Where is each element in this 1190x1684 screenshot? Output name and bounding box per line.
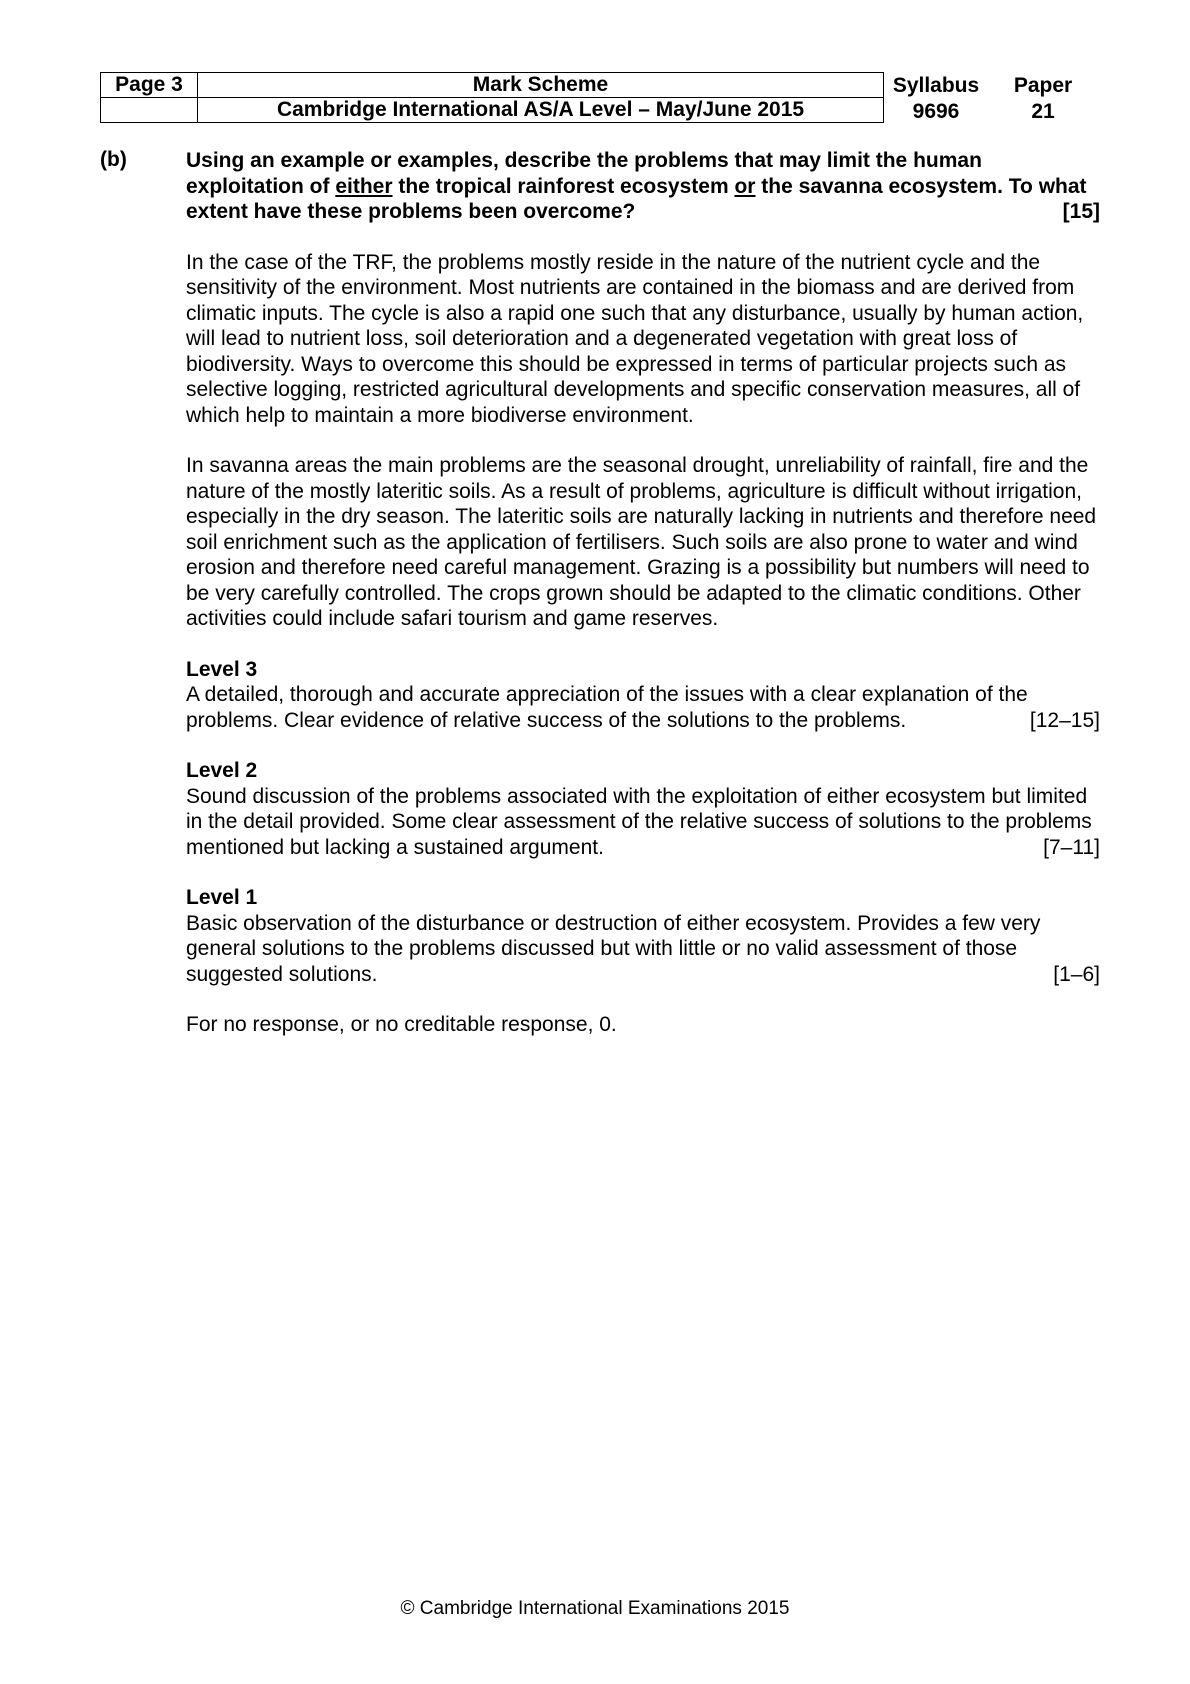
level-1-title: Level 1 bbox=[186, 886, 258, 909]
level-1-marks: [1–6] bbox=[1053, 962, 1100, 986]
paper-value: 21 bbox=[1031, 100, 1055, 123]
question-either: either bbox=[335, 174, 393, 198]
level-1-block bbox=[186, 885, 1100, 987]
level-2-title: Level 2 bbox=[186, 759, 258, 782]
syllabus-label: Syllabus bbox=[892, 74, 980, 97]
level-3-text: A detailed, thorough and accurate appreciation of the issues with a clear explanation of the problems. Clear evidence of relative success of the solutions to the problems. bbox=[186, 683, 1028, 732]
level-2-marks: [7–11] bbox=[1043, 835, 1100, 859]
question-marks: [15] bbox=[1062, 200, 1100, 223]
header-empty-cell bbox=[101, 98, 198, 123]
level-3-title: Level 3 bbox=[186, 657, 258, 681]
document-subtitle: Cambridge International AS/A Level – May/June 2015 bbox=[198, 98, 884, 123]
header-codes bbox=[884, 72, 1100, 126]
level-1-text: Basic observation of the disturbance or destruction of either ecosystem. Provides a few very general solutions to the problems discussed but with little or no valid assessment of those suggested solutions. bbox=[186, 911, 1041, 986]
question-text bbox=[186, 148, 1100, 225]
level-2-text: Sound discussion of the problems associated with the exploitation of either ecosystem but limited in the detail provided. Some clear assessment of the relative success of solutions to the problems mentioned but lacking a sustained argument. bbox=[186, 784, 1092, 859]
savanna-paragraph: In savanna areas the main problems are the seasonal drought, unreliability of rainfall, fire and the nature of the mostly lateritic soils. As a result of problems, agriculture is difficult without irrigation, especially in the dry season. The lateritic soils are naturally lacking in nutrients and therefore need soil enrichment such as the application of fertilisers. Such soils are also prone to water and wind erosion and therefore need careful management. Grazing is a possibility but numbers will need to be very carefully controlled. The crops grown should be adapted to the climatic conditions. Other activities could include safari tourism and game reserves. bbox=[186, 454, 1097, 630]
header-table bbox=[100, 72, 884, 123]
copyright-footer: © Cambridge International Examinations 2015 bbox=[400, 1598, 790, 1619]
trf-paragraph: In the case of the TRF, the problems mostly reside in the nature of the nutrient cycle and the sensitivity of the environment. Most nutrients are contained in the biomass and are derived from climatic inputs. The cycle is also a rapid one such that any disturbance, usually by human action, will lead to nutrient loss, soil deterioration and a degenerated vegetation with great loss of biodiversity. Ways to overcome this should be expressed in terms of particular projects such as selective logging, restricted agricultural developments and specific conservation measures, all of which help to maintain a more biodiverse environment. bbox=[186, 250, 1084, 427]
paper-label: Paper bbox=[1013, 74, 1073, 97]
syllabus-value: 9696 bbox=[912, 100, 960, 123]
level-2-block bbox=[186, 758, 1100, 860]
document-title: Mark Scheme bbox=[198, 73, 884, 98]
question-label: (b) bbox=[100, 148, 127, 171]
level-3-marks: [12–15] bbox=[1029, 708, 1100, 732]
question-or: or bbox=[734, 174, 756, 198]
question-part-2: the tropical rainforest ecosystem bbox=[392, 174, 735, 198]
no-response-note: For no response, or no creditable response, 0. bbox=[186, 1013, 617, 1036]
question-part-1: Using an example or examples, describe the problems that may limit the human exploitation of bbox=[186, 149, 982, 198]
mark-scheme-content bbox=[186, 148, 1100, 1063]
level-3-block bbox=[186, 657, 1100, 734]
question-part-3: the savanna ecosystem. To what extent have these problems been overcome? bbox=[186, 174, 1087, 223]
page-number: Page 3 bbox=[101, 73, 198, 98]
